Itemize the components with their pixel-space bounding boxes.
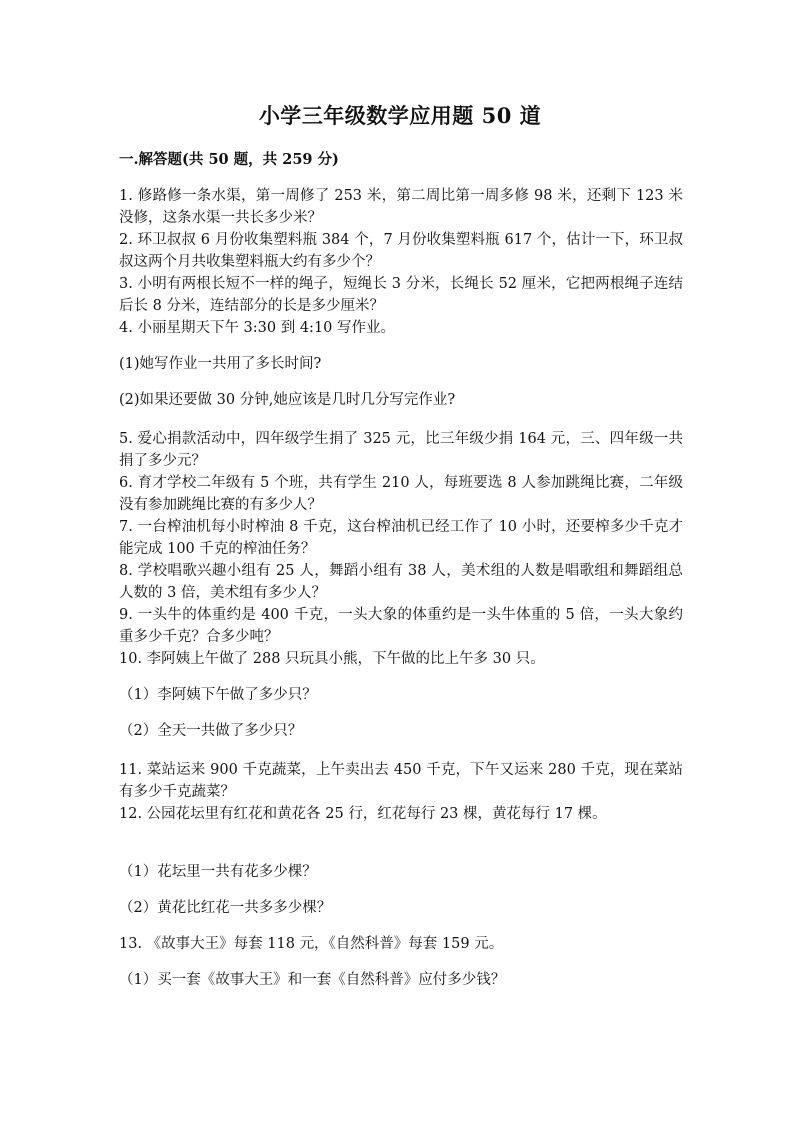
question-1: 1. 修路修一条水渠，第一周修了 253 米，第二周比第一周多修 98 米，还剩下 123 米没修，这条水渠一共长多少米？ bbox=[119, 188, 683, 226]
question-10-part-1: （1）李阿姨下午做了多少只？ bbox=[119, 687, 317, 703]
question-list bbox=[119, 185, 683, 991]
question-6: 6. 育才学校二年级有 5 个班，共有学生 210 人，每班要选 8 人参加跳绳比赛，二年级没有参加跳绳比赛的有多少人？ bbox=[119, 475, 683, 513]
page-title: 小学三年级数学应用题 50 道 bbox=[258, 103, 542, 128]
question-7: 7. 一台榨油机每小时榨油 8 千克，这台榨油机已经工作了 10 小时，还要榨多少千克才能完成 100 千克的榨油任务？ bbox=[119, 519, 683, 557]
question-4: 4. 小丽星期天下午 3:30 到 4:10 写作业。 bbox=[119, 320, 396, 336]
question-13-part-1: （1）买一套《故事大王》和一套《自然科普》应付多少钱？ bbox=[119, 972, 506, 988]
question-10-part-2: （2）全天一共做了多少只？ bbox=[119, 723, 303, 739]
question-8: 8. 学校唱歌兴趣小组有 25 人，舞蹈小组有 38 人，美术组的人数是唱歌组和舞蹈组总人数的 3 倍，美术组有多少人？ bbox=[119, 563, 683, 601]
question-13: 13. 《故事大王》每套 118 元，《自然科普》每套 159 元。 bbox=[119, 936, 504, 952]
question-3: 3. 小明有两根长短不一样的绳子，短绳长 3 分米，长绳长 52 厘米，它把两根绳子连结后长 8 分米，连结部分的长是多少厘米？ bbox=[119, 276, 683, 314]
question-9: 9. 一头牛的体重约是 400 千克，一头大象的体重约是一头牛体重的 5 倍，一头大象约重多少千克？合多少吨？ bbox=[119, 607, 683, 645]
question-4-part-2: (2)如果还要做 30 分钟,她应该是几时几分写完作业? bbox=[119, 392, 456, 408]
question-12: 12. 公园花坛里有红花和黄花各 25 行，红花每行 23 棵，黄花每行 17 棵。 bbox=[119, 806, 607, 822]
question-12-part-2: （2）黄花比红花一共多多少棵？ bbox=[119, 900, 332, 916]
question-12-part-1: （1）花坛里一共有花多少棵？ bbox=[119, 864, 317, 880]
section-heading: 一.解答题(共 50 题，共 259 分) bbox=[119, 151, 339, 168]
question-5: 5. 爱心捐款活动中，四年级学生捐了 325 元，比三年级少捐 164 元，三、四年级一共捐了多少元？ bbox=[119, 431, 683, 469]
question-10: 10. 李阿姨上午做了 288 只玩具小熊，下午做的比上午多 30 只。 bbox=[119, 651, 545, 667]
question-11: 11. 菜站运来 900 千克蔬菜，上午卖出去 450 千克，下午又运来 280 千克，现在菜站有多少千克蔬菜？ bbox=[119, 762, 683, 800]
question-4-part-1: (1)她写作业一共用了多长时间? bbox=[119, 356, 322, 372]
question-2: 2. 环卫叔叔 6 月份收集塑料瓶 384 个，7 月份收集塑料瓶 617 个，估计一下，环卫叔叔这两个月共收集塑料瓶大约有多少个？ bbox=[119, 232, 683, 270]
